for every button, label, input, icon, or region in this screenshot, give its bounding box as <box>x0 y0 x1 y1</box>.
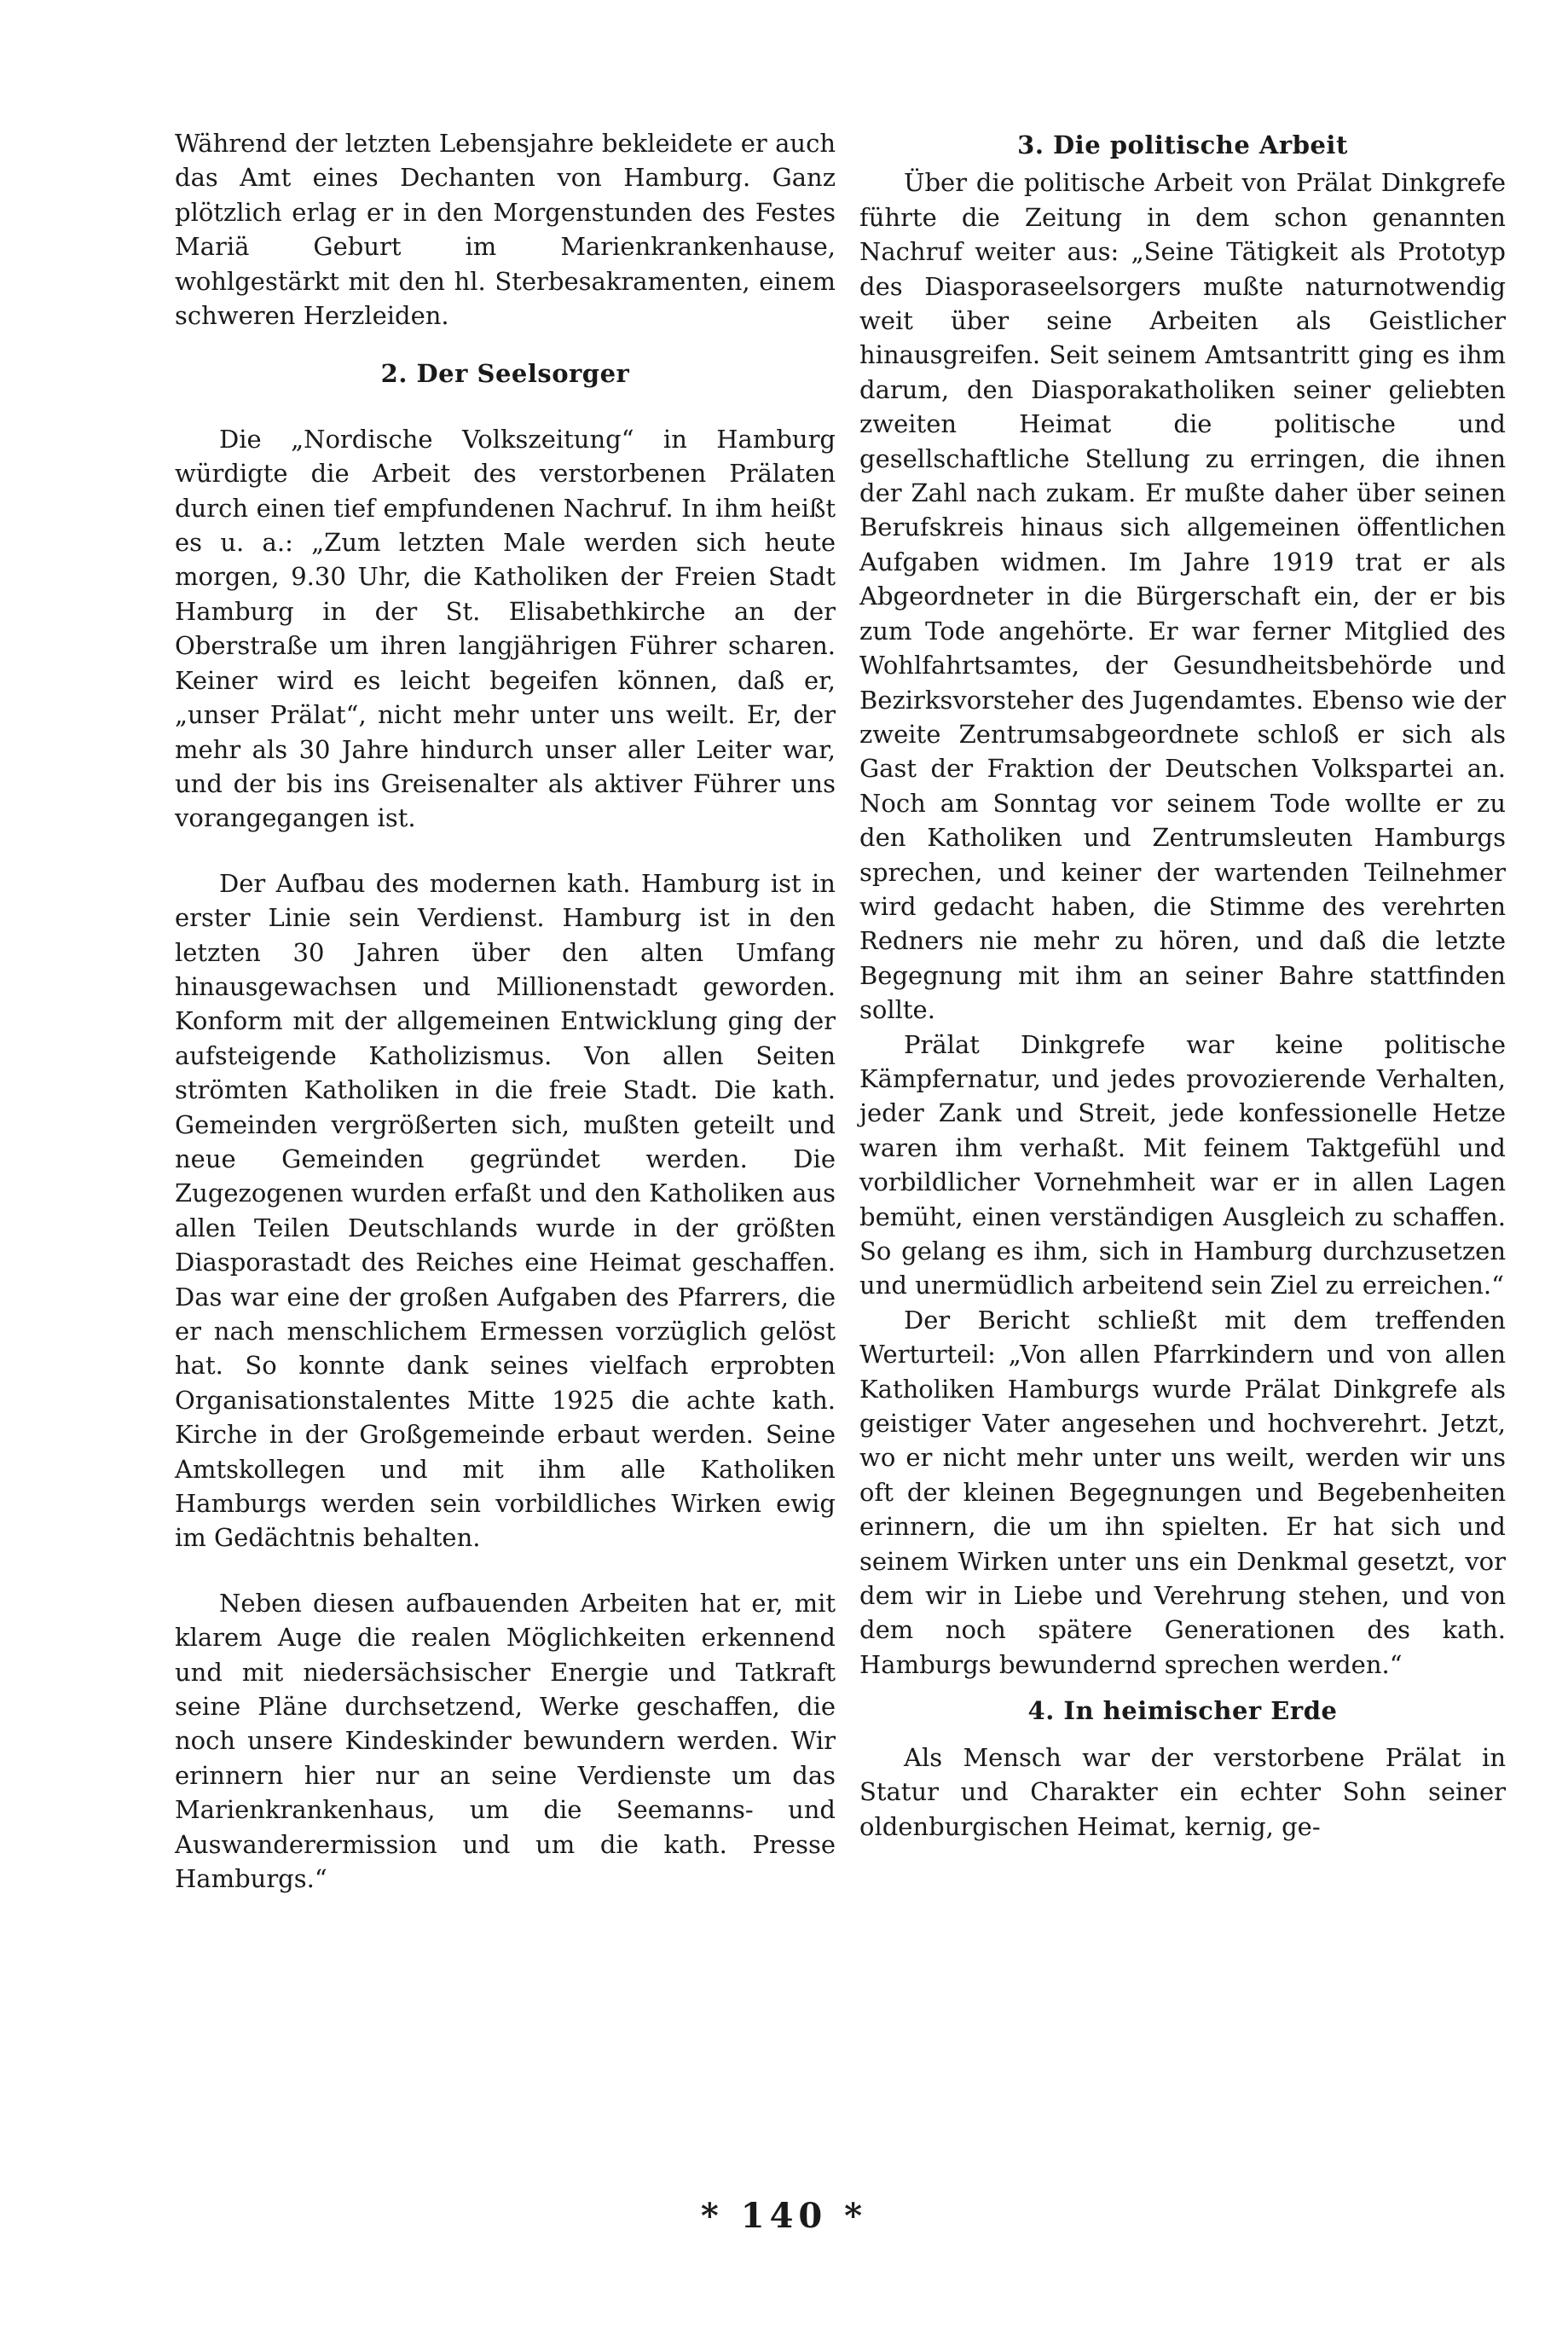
paragraph: Der Aufbau des modernen kath. Hamburg ist in erster Linie sein Verdienst. Hamburg ist in den letzten 30 Jahren über den alten Umfang hinausgewachsen und Millionenstadt geworden. Konform mit der allgemeinen Entwicklung ging der aufsteigende Katholizismus. Von allen Seiten strömten Katholiken in die freie Stadt. Die kath. Gemeinden vergrößerten sich, mußten geteilt und neue Gemeinden gegründet werden. Die Zugezogenen wurden erfaßt und den Katholiken aus allen Teilen Deutschlands wurde in der größten Diasporastadt des Reiches eine Heimat geschaffen. Das war eine der großen Aufgaben des Pfarrers, die er nach menschlichem Ermessen vorzüglich gelöst hat. So konnte dank seines vielfach erprobten Organisationstalentes Mitte 1925 die achte kath. Kirche in der Großgemeinde erbaut werden. Seine Amtskollegen und mit ihm alle Katholiken Hamburgs werden sein vorbildliches Wirken ewig im Gedächtnis behalten. <box>175 868 836 1553</box>
section-heading: 3. Die politische Arbeit <box>1017 130 1348 159</box>
paragraph: Prälat Dinkgrefe war keine politische Kämpfernatur, und jedes provozierende Verhalten, jeder Zank und Streit, jede konfessionelle Hetze waren ihm verhaßt. Mit feinem Taktgefühl und vorbildlicher Vornehmheit war er in allen Lagen bemüht, einen verständigen Ausgleich zu schaffen. So gelang es ihm, sich in Hamburg durchzusetzen und unermüdlich arbeitend sein Ziel zu erreichen.“ <box>859 1029 1506 1300</box>
section-heading: 2. Der Seelsorger <box>380 359 630 389</box>
paragraph: Über die politische Arbeit von Prälat Dinkgrefe führte die Zeitung in dem schon genannten Nachruf weiter aus: „Seine Tätigkeit als Prototyp des Diasporaseelsorgers mußte naturnotwendig weit über seine Arbeiten als Geistlicher hinausgreifen. Seit seinem Amtsantritt ging es ihm darum, den Diasporakatholiken seiner geliebten zweiten Heimat die politische und gesellschaftliche Stellung zu erringen, die ihnen der Zahl nach zukam. Er mußte daher über seinen Berufskreis hinaus sich allgemeinen öffentlichen Aufgaben widmen. Im Jahre 1919 trat er als Abgeordneter in die Bürgerschaft ein, der er bis zum Tode angehörte. Er war ferner Mitglied des Wohlfahrtsamtes, der Gesundheitsbehörde und Bezirksvorsteher des Jugendamtes. Ebenso wie der zweite Zentrumsabgeordnete schloß er sich als Gast der Fraktion der Deutschen Volkspartei an. Noch am Sonntag vor seinem Tode wollte er zu den Katholiken und Zentrumsleuten Hamburgs sprechen, und keiner der wartenden Teilnehmer wird gedacht haben, die Stimme des verehrten Redners nie mehr zu hören, und daß die letzte Begegnung mit ihm an seiner Bahre stattfinden sollte. <box>859 168 1506 1025</box>
paragraph: Neben diesen aufbauenden Arbeiten hat er, mit klarem Auge die realen Möglichkeiten erkennend und mit niedersächsischer Energie und Tatkraft seine Pläne durchsetzend, Werke geschaffen, die noch unsere Kindeskinder bewundern werden. Wir erinnern hier nur an seine Verdienste um das Marienkrankenhaus, um die Seemanns- und Auswanderermission und um die kath. Presse Hamburgs.“ <box>175 1588 836 1894</box>
left-column <box>175 126 836 1897</box>
paragraph: Der Bericht schließt mit dem treffenden Werturteil: „Von allen Pfarrkindern und von allen Katholiken Hamburgs wurde Prälat Dinkgrefe als geistiger Vater angesehen und hochverehrt. Jetzt, wo er nicht mehr unter uns weilt, werden wir uns oft der kleinen Begegnungen und Begebenheiten erinnern, die um ihn spielten. Er hat sich und seinem Wirken unter uns ein Denkmal gesetzt, vor dem wir in Liebe und Verehrung stehen, und von dem noch spätere Generationen des kath. Hamburgs bewundernd sprechen werden.“ <box>859 1305 1506 1679</box>
right-column <box>859 126 1506 1844</box>
page-number: * 140 * <box>700 2196 868 2236</box>
section-heading: 4. In heimischer Erde <box>1027 1696 1338 1726</box>
paragraph: Als Mensch war der verstorbene Prälat in Statur und Charakter ein echter Sohn seiner oldenburgischen Heimat, kernig, ge- <box>859 1742 1506 1841</box>
paragraph: Während der letzten Lebensjahre bekleidete er auch das Amt eines Dechanten von Hamburg. Ganz plötzlich erlag er in den Morgenstunden des Festes Mariä Geburt im Marienkrankenhause, wohlgestärkt mit den hl. Sterbesakramenten, einem schweren Herzleiden. <box>175 129 836 331</box>
paragraph: Die „Nordische Volkszeitung“ in Hamburg würdigte die Arbeit des verstorbenen Prälaten durch einen tief empfundenen Nachruf. In ihm heißt es u. a.: „Zum letzten Male werden sich heute morgen, 9.30 Uhr, die Katholiken der Freien Stadt Hamburg in der St. Elisabethkirche an der Oberstraße um ihren langjährigen Führer scharen. Keiner wird es leicht begeifen können, daß er, „unser Prälat“, nicht mehr unter uns weilt. Er, der mehr als 30 Jahre hindurch unser aller Leiter war, und der bis ins Greisenalter als aktiver Führer uns vorangegangen ist. <box>175 424 836 833</box>
